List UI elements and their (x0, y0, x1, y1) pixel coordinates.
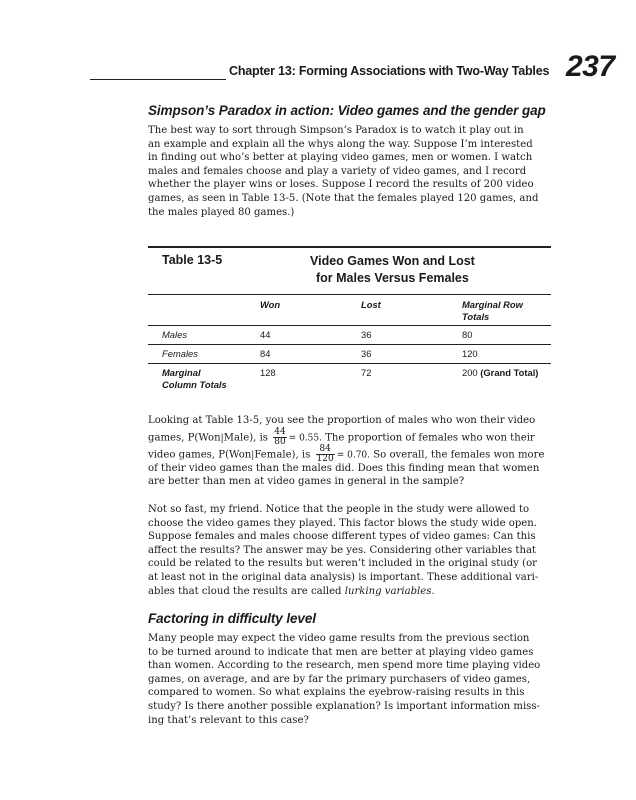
text-line: ing that’s relevant to this case? (148, 714, 309, 726)
table-header-row (148, 295, 551, 325)
text-line: The best way to sort through Simpson’s Paradox is to watch it play out in (148, 125, 524, 136)
text-line: males and females choose and play a variety of video games, and I record (148, 165, 527, 177)
cell-lost: 36 (361, 348, 372, 359)
term-lurking-variables: lurking variables (344, 585, 432, 597)
text-fragment: = 0.55. (288, 433, 322, 444)
lurking-paragraph (148, 503, 548, 598)
col-header-totals-line: Totals (462, 311, 490, 322)
table-title (310, 253, 475, 287)
text-line: choose the video games they played. This factor blows the study wide open. (148, 517, 537, 529)
text-fragment: The proportion of females who won their (325, 432, 535, 444)
text-line (148, 445, 548, 462)
text-line: in finding out who’s better at playing video games, men or women. I watch (148, 152, 533, 164)
fraction-numerator: 44 (274, 426, 286, 437)
text-line: of their video games than the males did. Does this finding mean that women (148, 462, 540, 474)
cell-total: 120 (462, 348, 478, 359)
text-line (148, 428, 548, 445)
cell-lost: 36 (361, 329, 372, 340)
text-fragment: . (431, 585, 435, 597)
text-fragment: Male), is (223, 432, 268, 444)
grand-total-label: (Grand Total) (480, 367, 539, 378)
row-label-line: Marginal (162, 367, 201, 378)
text-line: Suppose females and males choose different types of video games: Can this (148, 531, 536, 543)
fraction-males (273, 428, 286, 447)
table-title-line: for Males Versus Females (315, 271, 469, 285)
fraction-numerator: 84 (316, 445, 335, 455)
cell-grand-total (462, 367, 538, 379)
conditional-bar: | (220, 433, 224, 444)
cell-total: 80 (462, 329, 473, 340)
section-heading-difficulty: Factoring in difficulty level (148, 611, 316, 626)
text-fragment: ables that cloud the results are called (148, 585, 345, 597)
text-line: could be related to the results but weren’t included in the original study (or (148, 558, 537, 570)
text-line (148, 585, 548, 599)
col-header-totals-line: Marginal Row (462, 299, 523, 310)
row-label: Males (162, 329, 188, 340)
text-line: an example and explain all the whys along the way. Suppose I’m interested (148, 138, 533, 150)
text-line: than women. According to the research, men spend more time playing video (148, 660, 541, 672)
table-row (148, 326, 551, 344)
fraction-females (316, 445, 335, 464)
conditional-bar: | (251, 450, 255, 461)
fraction-denominator: 80 (274, 436, 286, 447)
text-fragment: = 0.70. (336, 450, 371, 461)
col-header-lost: Lost (361, 299, 381, 310)
table-label: Table 13-5 (162, 253, 223, 267)
row-label-line: Column Totals (162, 379, 227, 390)
text-line: Many people may expect the video game results from the previous section (148, 633, 530, 644)
text-line: are better than men at video games in general in the sample? (148, 476, 465, 488)
text-line: Not so fast, my friend. Notice that the people in the study were allowed to (148, 504, 530, 515)
cell-won: 84 (260, 348, 271, 359)
header-rule (90, 79, 226, 80)
running-head: Chapter 13: Forming Associations with Two-Way Tables (229, 64, 550, 78)
table-13-5 (148, 246, 551, 398)
text-fragment: games, P(Won (148, 432, 221, 444)
text-line: games, as seen in Table 13-5. (Note that the females played 120 games, and (148, 192, 539, 204)
cell-won: 44 (260, 329, 271, 340)
page-number: 237 (566, 50, 615, 83)
text-fragment: video games, P(Won (148, 449, 252, 461)
table-caption (148, 248, 551, 294)
text-fragment: Female), is (254, 449, 311, 461)
table-row (148, 345, 551, 363)
text-line: affect the results? The answer may be yes. Considering other variables that (148, 544, 537, 556)
intro-paragraph (148, 124, 548, 219)
text-line: compared to women. So what explains the eyebrow-raising results in this (148, 687, 525, 699)
text-line: study? Is there another possible explanation? Is important information miss- (148, 700, 540, 712)
row-label-marginal (162, 367, 227, 391)
difficulty-paragraph (148, 632, 548, 727)
proportion-paragraph (148, 414, 548, 489)
text-line: to be turned around to indicate that men are better at playing video games (148, 646, 534, 658)
section-heading-simpsons: Simpson’s Paradox in action: Video games and the gender gap (148, 103, 546, 118)
col-header-totals (462, 299, 523, 323)
row-label: Females (162, 348, 198, 359)
cell-lost-total: 72 (361, 367, 372, 378)
table-totals-row (148, 364, 551, 398)
text-line: games, on average, and are by far the primary purchasers of video games, (148, 673, 531, 685)
text-line: the males played 80 games.) (148, 206, 295, 218)
fraction-denominator: 120 (316, 453, 334, 464)
text-line: Looking at Table 13-5, you see the proportion of males who won their video (148, 415, 536, 426)
table-title-line: Video Games Won and Lost (310, 254, 475, 268)
cell-won-total: 128 (260, 367, 276, 378)
grand-total-value: 200 (462, 367, 478, 378)
col-header-won: Won (260, 299, 281, 310)
text-line: at least not in the original data analysis) is important. These additional vari- (148, 571, 539, 583)
text-fragment: So overall, the females won more (373, 449, 545, 461)
text-line: whether the player wins or loses. Suppose I record the results of 200 video (148, 179, 534, 191)
